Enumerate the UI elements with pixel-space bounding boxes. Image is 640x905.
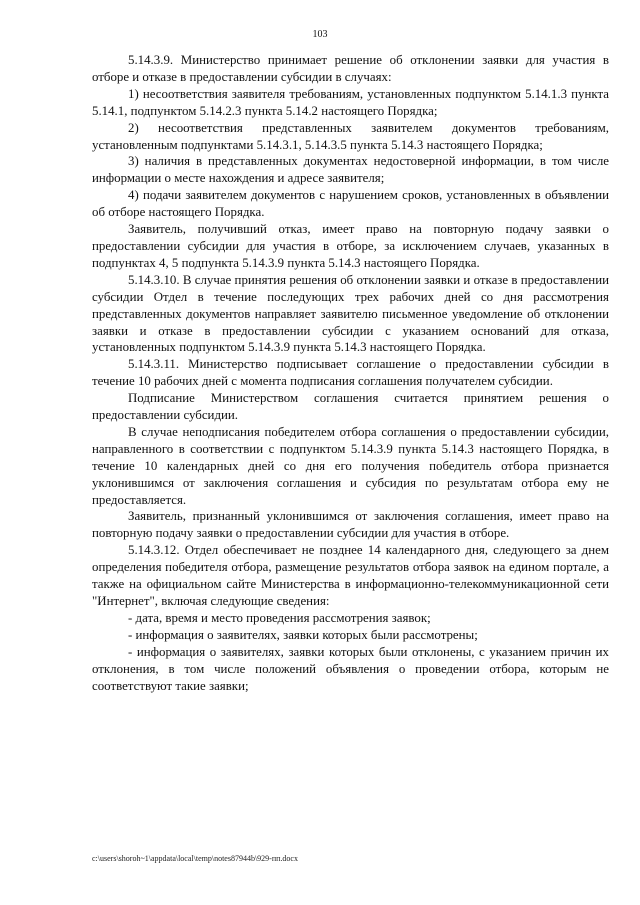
paragraph: Заявитель, признанный уклонившимся от заключения соглашения, имеет право на повторную подачу заявки о предоставлении субсидии для участия в отборе. [92,509,609,541]
paragraph: Заявитель, получивший отказ, имеет право на повторную подачу заявки о предоставлении субсидии для участия в отборе, за исключением случаев, указанных в подпунктах 4, 5 подпункта 5.14.3.9 пункта 5.14.3 настоящего Порядка. [92,222,609,270]
paragraph: 5.14.3.12. Отдел обеспечивает не позднее 14 календарного дня, следующего за днем определения победителя отбора, размещение результатов отбора заявок на едином портале, а также на официальном сайте Министерства в информационно-телекоммуникационной сети "Интернет", включая следующие сведения: [92,543,609,608]
paragraph: В случае неподписания победителем отбора соглашения о предоставлении субсидии, направленного в соответствии с подпунктом 5.14.3.9 пункта 5.14.3 настоящего Порядка, в течение 10 календарных дней со дня его получения победитель отбора признается уклонившимся от заключения соглашения и субсидия по результатам отбора ему не предоставляется. [92,424,609,507]
paragraph: 1) несоответствия заявителя требованиям, установленных подпунктом 5.14.1.3 пункта 5.14.1, подпунктом 5.14.2.3 пункта 5.14.2 настоящего Порядка; [92,86,609,118]
paragraph: - дата, время и место проведения рассмотрения заявок; [128,610,431,625]
paragraph: 5.14.3.10. В случае принятия решения об отклонении заявки и отказе в предоставлении субсидии Отдел в течение последующих трех рабочих дней со дня рассмотрения представленных документов направляет заявителю письменное уведомление об отклонении заявки и отказе в предоставлении субсидии с указанием оснований для отказа, установленных подпунктом 5.14.3.9 пункта 5.14.3 настоящего Порядка. [92,272,609,355]
paragraph: Подписание Министерством соглашения считается принятием решения о предоставлении субсидии. [92,391,609,423]
paragraph: 5.14.3.9. Министерство принимает решение об отклонении заявки для участия в отборе и отказе в предоставлении субсидии в случаях: [92,53,609,84]
paragraph: - информация о заявителях, заявки которых были рассмотрены; [128,627,478,642]
footer-file-path: c:\users\shoroh~1\appdata\local\temp\notes87944b\929-пп.docx [92,854,298,863]
page-number: 103 [312,29,328,40]
paragraph: 4) подачи заявителем документов с нарушением сроков, установленных в объявлении об отборе настоящего Порядка. [92,188,609,220]
paragraph: - информация о заявителях, заявки которых были отклонены, с указанием причин их отклонения, в том числе положений объявления о проведении отбора, которым не соответствуют такие заявки; [92,644,609,693]
document-body [92,52,609,694]
paragraph: 5.14.3.11. Министерство подписывает соглашение о предоставлении субсидии в течение 10 рабочих дней с момента подписания соглашения получателем субсидии. [92,357,609,389]
paragraph: 3) наличия в представленных документах недостоверной информации, в том числе информации о месте нахождения и адресе заявителя; [92,154,609,186]
paragraph: 2) несоответствия представленных заявителем документов требованиям, установленным подпунктами 5.14.3.1, 5.14.3.5 пункта 5.14.3 настоящего Порядка; [92,120,609,152]
